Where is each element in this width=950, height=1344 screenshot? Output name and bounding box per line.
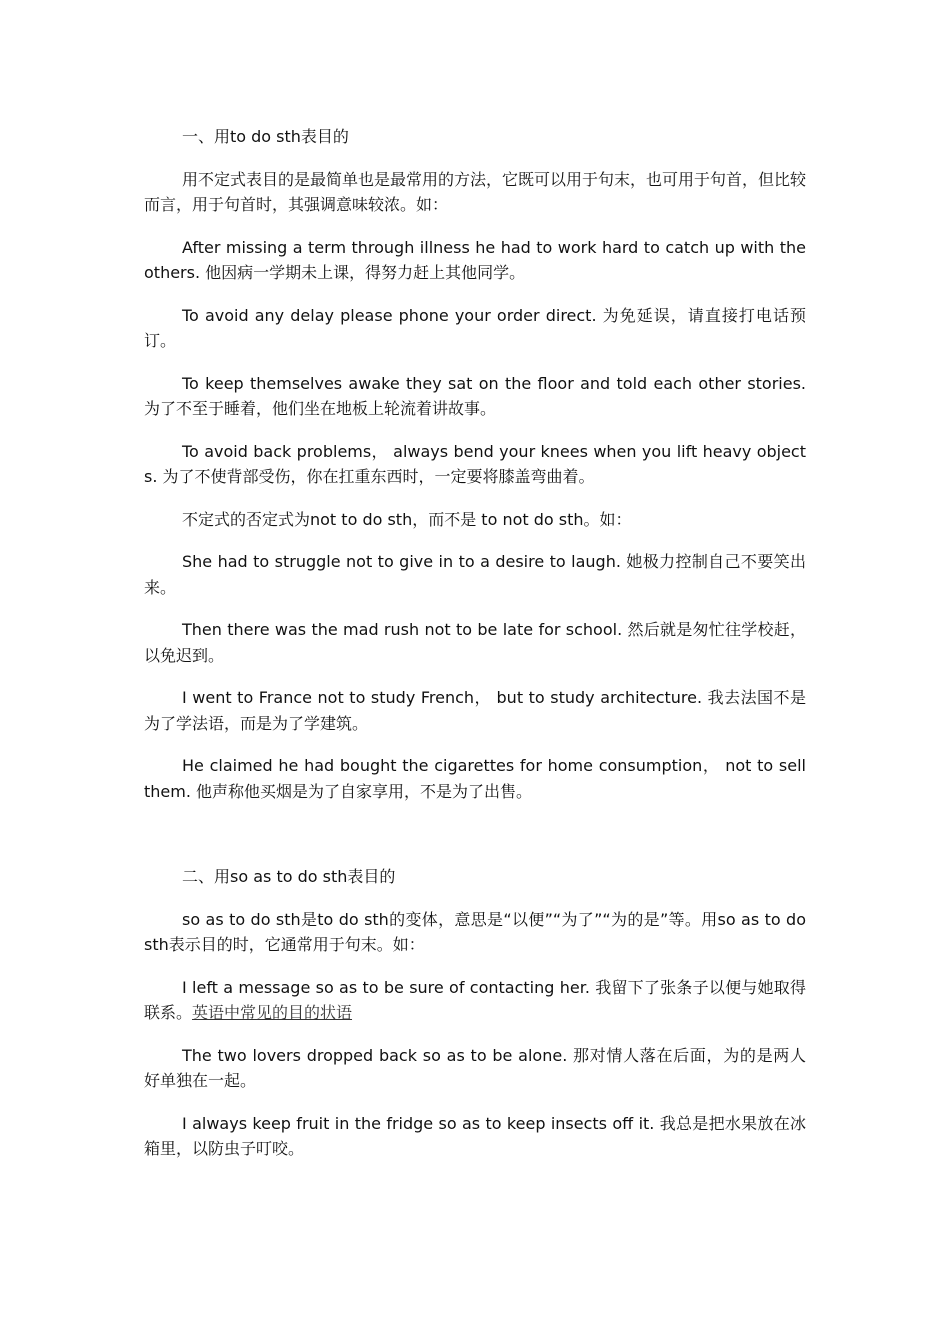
- example-paragraph: She had to struggle not to give in to a desire to laugh. 她极力控制自己不要笑出来。: [144, 552, 806, 597]
- example-paragraph: I went to France not to study French， but to study architecture. 我去法国不是为了学法语，而是为了学建筑。: [144, 688, 806, 733]
- example-paragraph-with-link: [144, 975, 806, 1026]
- document-body: [144, 124, 806, 1179]
- example-paragraph: To keep themselves awake they sat on the floor and told each other stories. 为了不至于睡着，他们坐在地板上轮流着讲故事。: [144, 373, 806, 418]
- example-paragraph: To avoid back problems， always bend your knees when you lift heavy objects. 为了不使背部受伤，你在扛重东西时，一定要将膝盖弯曲着。: [144, 441, 806, 486]
- section-2-intro: so as to do sth是to do sth的变体，意思是“以便”“为了”“为的是”等。用so as to do sth表示目的时，它通常用于句末。如：: [144, 909, 806, 954]
- example-paragraph: He claimed he had bought the cigarettes for home consumption， not to sell them. 他声称他买烟是为了自家享用，不是为了出售。: [144, 756, 806, 801]
- section-1-heading: 一、用to do sth表目的: [182, 127, 349, 146]
- example-paragraph: Then there was the mad rush not to be late for school. 然后就是匆忙往学校赶，以免迟到。: [144, 620, 806, 665]
- example-paragraph: To avoid any delay please phone your order direct. 为免延误，请直接打电话预订。: [144, 305, 806, 350]
- example-paragraph: I always keep fruit in the fridge so as to keep insects off it. 我总是把水果放在冰箱里，以防虫子叮咬。: [144, 1113, 806, 1158]
- section-2-heading: 二、用so as to do sth表目的: [182, 867, 396, 886]
- related-article-link[interactable]: 英语中常见的目的状语: [192, 1003, 353, 1022]
- example-paragraph: The two lovers dropped back so as to be alone. 那对情人落在后面，为的是两人好单独在一起。: [144, 1045, 806, 1090]
- negative-form-note: 不定式的否定式为not to do sth，而不是 to not do sth。如：: [182, 509, 632, 529]
- example-paragraph: After missing a term through illness he had to work hard to catch up with the others. 他因病一学期未上课，得努力赶上其他同学。: [144, 237, 806, 282]
- section-1-intro: 用不定式表目的是最简单也是最常用的方法，它既可以用于句末，也可用于句首，但比较而言，用于句首时，其强调意味较浓。如：: [144, 169, 807, 214]
- example-text: I left a message so as to be sure of contacting her. 我留下了张条子以便与她取得联系。: [144, 977, 806, 1022]
